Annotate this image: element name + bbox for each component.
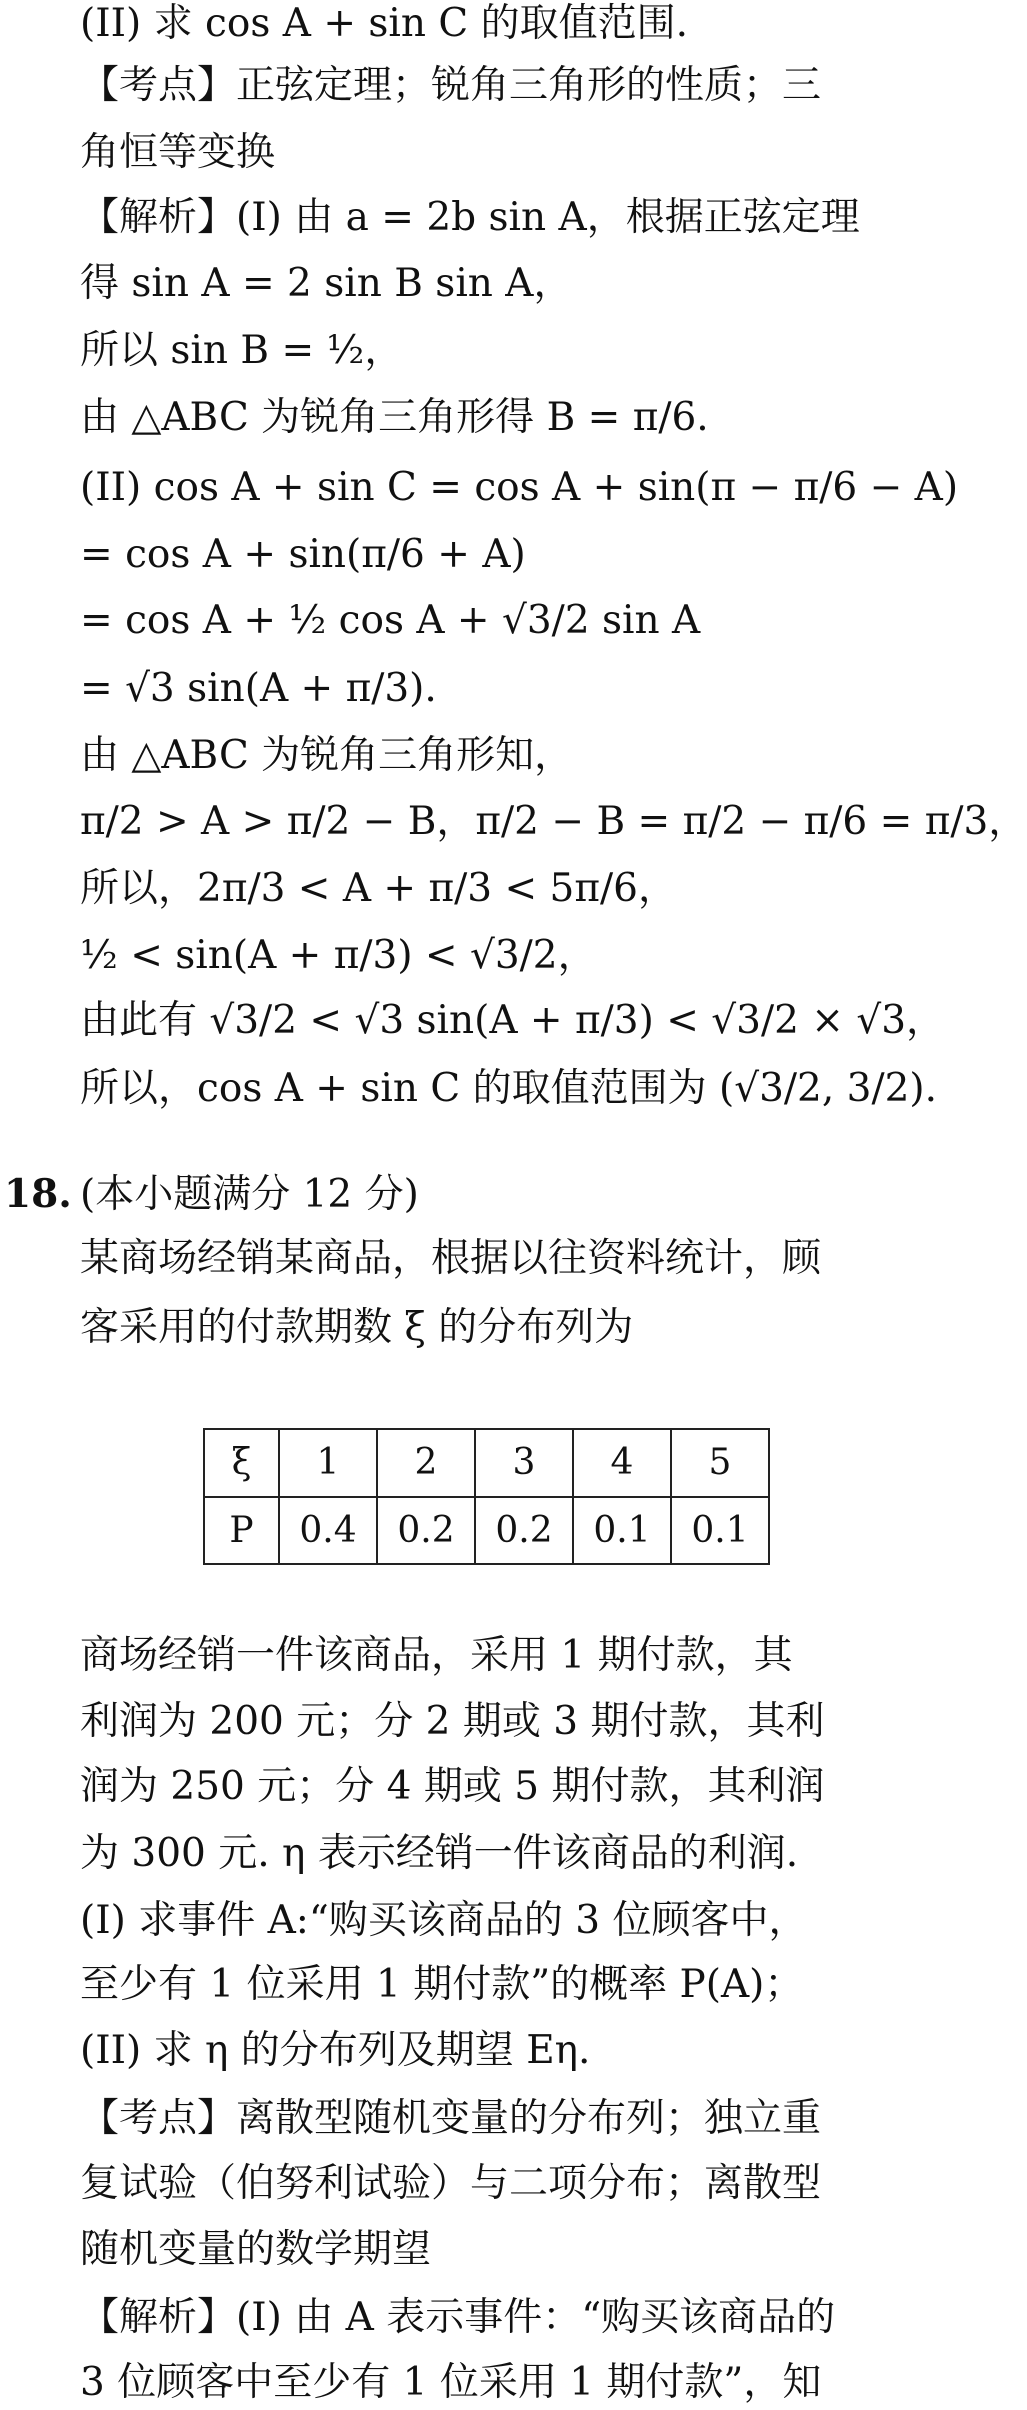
table-cell-xi-3: 3 xyxy=(475,1429,573,1497)
text-line-23 xyxy=(80,1764,825,1809)
text-line-6 xyxy=(80,328,404,373)
table-cell-xi-2: 2 xyxy=(377,1429,475,1497)
line-2-text: 【考点】正弦定理；锐角三角形的性质；三 xyxy=(80,63,822,108)
line-28-text: 【考点】离散型随机变量的分布列；独立重 xyxy=(80,2096,822,2141)
problem-number: 18. xyxy=(4,1171,72,1217)
table-row-p xyxy=(204,1497,769,1565)
table-cell-xi-4: 4 xyxy=(573,1429,671,1497)
line-22-text: 利润为 200 元；分 2 期或 3 期付款，其利 xyxy=(80,1699,825,1744)
line-1-text: (II) 求 cos A + sin C 的取值范围. xyxy=(80,1,689,46)
line-19-text: 某商场经销某商品，根据以往资料统计，顾 xyxy=(80,1236,822,1281)
text-line-28 xyxy=(80,2096,822,2141)
line-27-text: (II) 求 η 的分布列及期望 Eη. xyxy=(80,2028,591,2073)
table-cell-xi-5: 5 xyxy=(671,1429,769,1497)
text-line-1 xyxy=(80,1,689,46)
text-line-2 xyxy=(80,63,822,108)
text-line-12 xyxy=(80,733,574,778)
line-6-text: 所以 sin B = ½， xyxy=(80,328,404,373)
text-line-9 xyxy=(80,532,526,577)
table-row-xi xyxy=(204,1429,769,1497)
text-line-24 xyxy=(80,1831,799,1876)
line-26-text: 至少有 1 位采用 1 期付款”的概率 P(A)； xyxy=(80,1962,804,2007)
line-8-text: (II) cos A + sin C = cos A + sin(π − π/6 − A) xyxy=(80,465,959,510)
line-14-text: 所以，2π/3 < A + π/3 < 5π/6， xyxy=(80,866,677,911)
text-line-8 xyxy=(80,465,959,510)
line-10-text: = cos A + ½ cos A + √3/2 sin A xyxy=(80,598,701,643)
line-3-text: 角恒等变换 xyxy=(80,130,276,175)
line-25-text: (I) 求事件 A:“购买该商品的 3 位顾客中， xyxy=(80,1898,808,1943)
text-line-29 xyxy=(80,2161,822,2206)
text-line-3 xyxy=(80,130,276,175)
line-16-text: 由此有 √3/2 < √3 sin(A + π/3) < √3/2 × √3， xyxy=(80,998,946,1043)
line-11-text: = √3 sin(A + π/3). xyxy=(80,666,437,711)
line-5-text: 得 sin A = 2 sin B sin A， xyxy=(80,261,573,306)
text-line-32 xyxy=(80,2360,822,2405)
line-15-text: ½ < sin(A + π/3) < √3/2， xyxy=(80,933,597,978)
line-29-text: 复试验（伯努利试验）与二项分布；离散型 xyxy=(80,2161,822,2206)
text-line-31 xyxy=(80,2295,836,2340)
table-cell-p-1: 0.4 xyxy=(279,1497,377,1565)
table-cell-p-header: P xyxy=(204,1497,279,1565)
text-line-27 xyxy=(80,2028,591,2073)
table-cell-p-4: 0.1 xyxy=(573,1497,671,1565)
text-line-16 xyxy=(80,998,946,1043)
text-line-30 xyxy=(80,2227,432,2272)
line-13-text: π/2 > A > π/2 − B，π/2 − B = π/2 − π/6 = π/3， xyxy=(80,799,1027,844)
text-line-14 xyxy=(80,866,677,911)
line-32-text: 3 位顾客中至少有 1 位采用 1 期付款”，知 xyxy=(80,2360,822,2405)
text-line-10 xyxy=(80,598,701,643)
text-line-17 xyxy=(80,1066,938,1111)
line-23-text: 润为 250 元；分 4 期或 5 期付款，其利润 xyxy=(80,1764,825,1809)
table-cell-p-5: 0.1 xyxy=(671,1497,769,1565)
text-line-26 xyxy=(80,1962,804,2007)
text-line-5 xyxy=(80,261,573,306)
line-12-text: 由 △ABC 为锐角三角形知， xyxy=(80,733,574,778)
table-cell-xi-header: ξ xyxy=(204,1429,279,1497)
line-4-text: 【解析】(I) 由 a = 2b sin A，根据正弦定理 xyxy=(80,195,860,240)
table-cell-p-2: 0.2 xyxy=(377,1497,475,1565)
table-cell-p-3: 0.2 xyxy=(475,1497,573,1565)
text-line-21 xyxy=(80,1633,793,1678)
line-17-text: 所以，cos A + sin C 的取值范围为 (√3/2, 3/2). xyxy=(80,1066,938,1111)
xi-probability-table xyxy=(203,1428,770,1565)
text-line-11 xyxy=(80,666,437,711)
text-line-19 xyxy=(80,1236,822,1281)
line-9-text: = cos A + sin(π/6 + A) xyxy=(80,532,526,577)
text-line-15 xyxy=(80,933,597,978)
text-line-4 xyxy=(80,195,860,240)
line-18-text: (本小题满分 12 分) xyxy=(80,1172,419,1217)
text-line-18 xyxy=(80,1172,419,1217)
distribution-table xyxy=(203,1428,756,1565)
text-line-20 xyxy=(80,1305,634,1350)
text-line-7 xyxy=(80,395,709,440)
line-20-text: 客采用的付款期数 ξ 的分布列为 xyxy=(80,1305,634,1350)
line-7-text: 由 △ABC 为锐角三角形得 B = π/6. xyxy=(80,395,709,440)
line-30-text: 随机变量的数学期望 xyxy=(80,2227,432,2272)
text-line-22 xyxy=(80,1699,825,1744)
line-21-text: 商场经销一件该商品，采用 1 期付款，其 xyxy=(80,1633,793,1678)
line-31-text: 【解析】(I) 由 A 表示事件：“购买该商品的 xyxy=(80,2295,836,2340)
text-line-13 xyxy=(80,799,1027,844)
table-cell-xi-1: 1 xyxy=(279,1429,377,1497)
line-24-text: 为 300 元. η 表示经销一件该商品的利润. xyxy=(80,1831,799,1876)
text-line-25 xyxy=(80,1898,808,1943)
